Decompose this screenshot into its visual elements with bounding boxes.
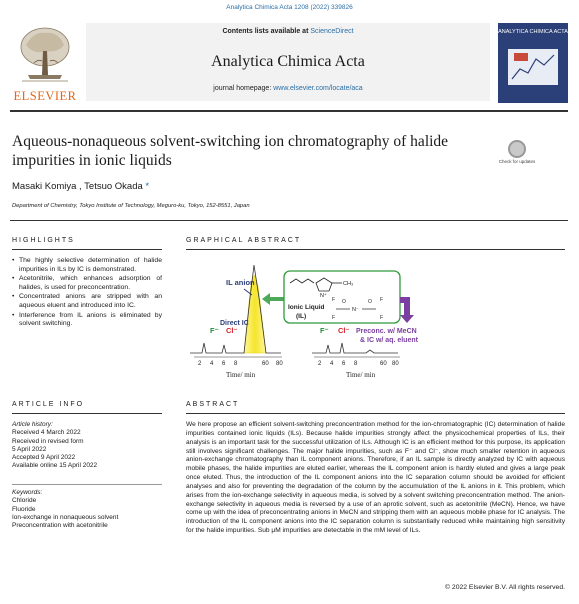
preconc-arrow: [400, 297, 414, 323]
il-to-chromatogram-arrow: [262, 293, 284, 305]
left-tick-label: 8: [234, 361, 238, 367]
abstract-heading: ABSTRACT: [186, 401, 240, 408]
received-date: Received 4 March 2022: [12, 429, 81, 437]
contents-line: [86, 28, 490, 35]
fluoride-label-left: F⁻: [210, 326, 219, 335]
article-history: [12, 421, 162, 471]
affiliation: Department of Chemistry, Tokyo Institute of Technology, Meguro-ku, Tokyo, 152-8551, Japan: [12, 203, 250, 209]
struct-n-minus: N⁻: [352, 307, 359, 313]
article-info-rule: [12, 413, 162, 414]
contents-prefix: Contents lists available at: [222, 28, 311, 35]
abstract-rule: [186, 413, 565, 414]
journal-banner: [86, 23, 490, 101]
cover-title: ANALYTICA CHIMICA ACTA: [498, 29, 568, 35]
keyword-item: Fluoride: [12, 505, 36, 513]
copyright-notice: © 2022 Elsevier B.V. All rights reserved.: [445, 584, 565, 591]
article-info-heading: ARTICLE INFO: [12, 401, 85, 408]
right-tick-label: 2: [318, 361, 322, 367]
struct-o: O: [342, 299, 346, 305]
struct-f: F: [332, 315, 336, 321]
right-tick-label: 6: [342, 361, 346, 367]
left-tick-label: 60: [262, 361, 269, 367]
keywords: [12, 489, 162, 530]
preconc-chromatogram: [312, 343, 398, 353]
elsevier-logo[interactable]: [10, 23, 80, 103]
check-updates-icon: [508, 140, 526, 158]
left-tick-label: 4: [210, 361, 214, 367]
abstract-body: We here propose an efficient solvent-switching preconcentration method for the ion-chromatographic (IC) determination of halide impurities contained ionic liquids (ILs). Because halide impurities strongly affect the physicochemical properties of ILs, their analysis is an important task for the successful utilization of ILs. Although IC is an efficient method for this purpose, its application still involves significant challenges. The major halide impurities, such as F⁻ and Cl⁻, show much smaller retention in aqueous anion-exchange chromatography than IL component anions. Therefore, if an IL sample is directly analyzed by IC with aqueous mobile phases, the halide impurities are eluted earlier, whereas the IL component anion is hardly eluted and gives a large peak once eluted. Thus, the introduction of the IL component anions into the IC separation column should be avoided for efficient analyses and also for preventing the degradation of the column by the accumulation of the IL anions in it. This problem, which arises from the ion-exchange selectivity in aqueous media, is solved by a solvent switching preconcentration method. The anion-exchange selectivity in aqueous media is reversed by a use of an aprotic solvent, such as acetonitrile (MeCN). Hence, we have come up with the idea of preconcentrating anions in MeCN and stripping them with an aqueous mobile phase for IC analysis. The introduction of the IL component anions into the IC separation column is substantially reduced while maintaining high sensitivity for the halide impurities. Sub μM impurities are detectable in the mM level of ILs.: [186, 421, 565, 535]
article-title: Aqueous-nonaqueous solvent-switching ion chromatography of halide impurities in ionic liquids: [12, 133, 449, 169]
highlights-list: [12, 257, 162, 330]
history-label: Article history:: [12, 421, 53, 428]
preconc-label: Preconc. w/ MeCN: [356, 328, 417, 335]
highlight-item: • The highly selective determination of halide impurities in ILs by IC is demonstrated.: [12, 257, 162, 274]
ionic-liquid-label: Ionic Liquid: [288, 304, 325, 311]
il-abbrev-label: (IL): [296, 313, 307, 320]
il-anion-label: IL anion: [226, 278, 255, 287]
right-tick-label: 60: [380, 361, 387, 367]
struct-f: F: [332, 297, 336, 303]
journal-reference[interactable]: Analytica Chimica Acta 1208 (2022) 339826: [226, 4, 353, 11]
sciencedirect-link[interactable]: ScienceDirect: [310, 28, 354, 35]
struct-o: O: [368, 299, 372, 305]
right-tick-label: 4: [330, 361, 334, 367]
chloride-label-right: Cl⁻: [338, 326, 350, 335]
fluoride-label-right: F⁻: [320, 326, 329, 335]
elsevier-tree-icon: [14, 23, 76, 85]
chloride-label-left: Cl⁻: [226, 326, 238, 335]
highlight-item: • Interference from IL anions is eliminated by solvent switching.: [12, 312, 162, 329]
il-anion-peak: [244, 276, 266, 354]
masthead: [10, 17, 568, 105]
left-time-label: Time/ min: [226, 371, 256, 379]
corresponding-author-mark[interactable]: *: [145, 181, 150, 192]
left-tick-label: 80: [276, 361, 283, 367]
highlights-heading: HIGHLIGHTS: [12, 237, 75, 244]
struct-n-plus: N⁺: [320, 293, 327, 299]
header-rule: [10, 110, 568, 112]
struct-f: F: [380, 297, 384, 303]
left-tick-label: 6: [222, 361, 226, 367]
elsevier-wordmark: ELSEVIER: [13, 89, 77, 103]
homepage-prefix: journal homepage:: [213, 85, 274, 92]
right-tick-label: 8: [354, 361, 358, 367]
ic-aqueous-label: & IC w/ aq. eluent: [360, 337, 418, 344]
right-tick-label: 80: [392, 361, 399, 367]
author-rule: [10, 220, 568, 221]
left-tick-label: 2: [198, 361, 202, 367]
revised-date: 5 April 2022: [12, 445, 47, 453]
highlight-item: • Concentrated anions are stripped with an aqueous eluent and introduced into IC.: [12, 293, 162, 310]
revised-label: Received in revised form: [12, 437, 84, 445]
cover-graphic: [508, 49, 558, 85]
author-list: [12, 181, 149, 192]
check-for-updates-button[interactable]: [498, 140, 536, 176]
highlights-rule: [12, 249, 162, 250]
keywords-label: Keywords:: [12, 489, 43, 496]
struct-f: F: [380, 315, 384, 321]
check-updates-label: Check for updates: [498, 159, 536, 164]
homepage-line: [86, 85, 490, 92]
keyword-item: Ion-exchange in nonaqueous solvent: [12, 513, 119, 521]
keyword-item: Preconcentration with acetonitrile: [12, 522, 108, 530]
right-time-label: Time/ min: [346, 371, 376, 379]
keywords-rule: [12, 484, 162, 485]
graphical-abstract-figure[interactable]: [186, 253, 438, 395]
graphical-abstract-heading: GRAPHICAL ABSTRACT: [186, 237, 302, 244]
authors-text[interactable]: Masaki Komiya , Tetsuo Okada: [12, 181, 146, 192]
journal-title[interactable]: Analytica Chimica Acta: [211, 53, 365, 70]
graphical-abstract-rule: [186, 249, 565, 250]
keyword-item: Chloride: [12, 497, 37, 505]
struct-ch3: CH₃: [343, 281, 354, 287]
direct-ic-label: Direct IC: [220, 320, 249, 327]
journal-cover-thumbnail[interactable]: [498, 23, 568, 103]
journal-homepage-link[interactable]: www.elsevier.com/locate/aca: [273, 85, 363, 92]
accepted-date: Accepted 9 April 2022: [12, 454, 76, 462]
highlight-item: • Acetonitrile, which enhances adsorption of halides, is used for preconcentration.: [12, 275, 162, 292]
online-date: Available online 15 April 2022: [12, 462, 98, 470]
